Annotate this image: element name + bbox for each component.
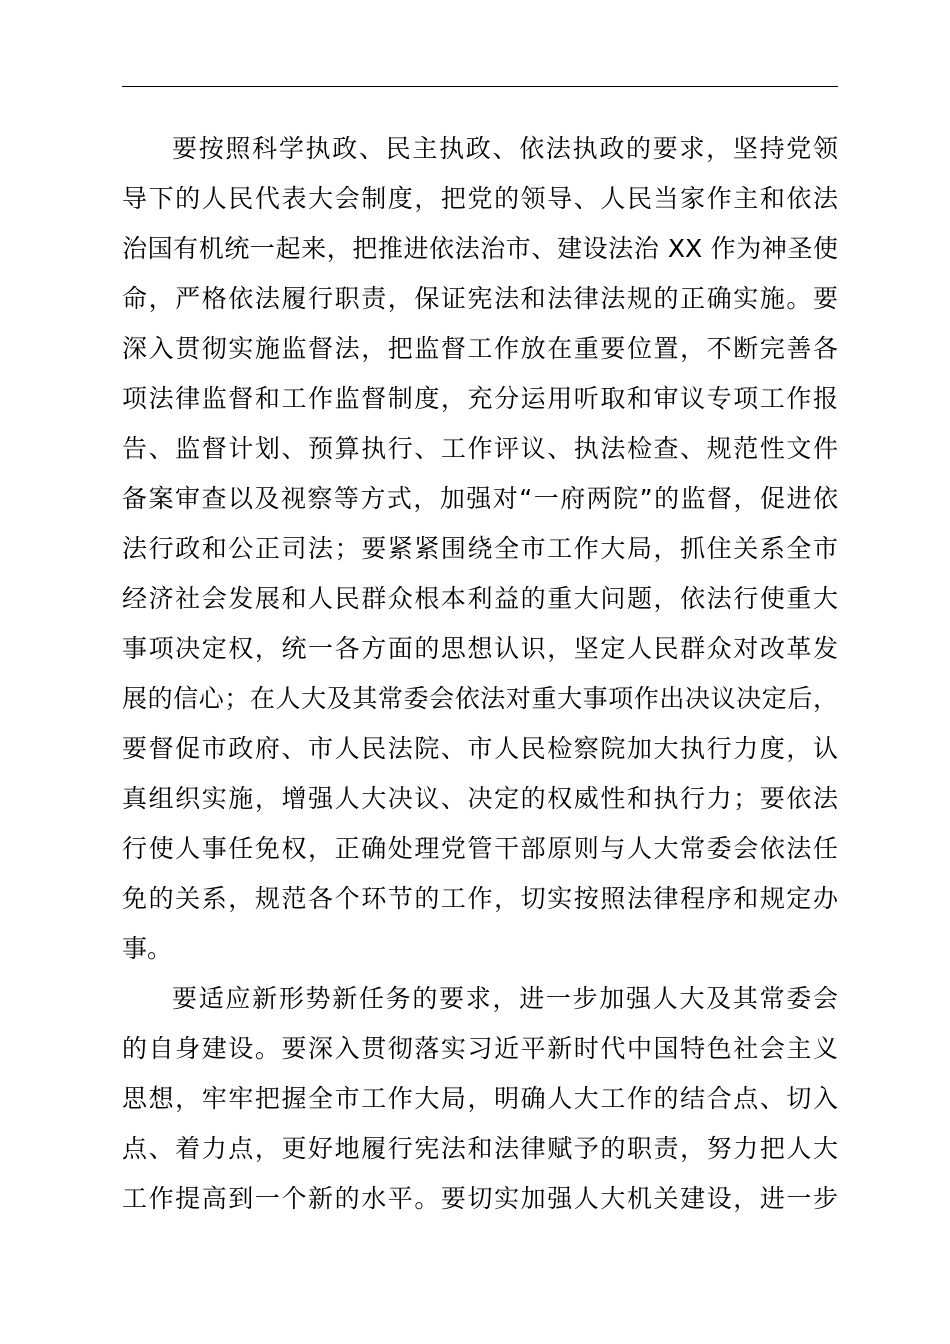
paragraph-1-line: 经济社会发展和人民群众根本利益的重大问题，依法行使重大 [122,584,838,613]
paragraph-1-line: 免的关系，规范各个环节的工作，切实按照法律程序和规定办 [122,884,838,913]
paragraph-1-line: 备案审查以及视察等方式，加强对“一府两院”的监督，促进依 [122,484,838,513]
paragraph-1-line: 要督促市政府、市人民法院、市人民检察院加大执行力度，认 [122,734,838,763]
header-rule [122,86,838,87]
paragraph-1-line: 法行政和公正司法；要紧紧围绕全市工作大局，抓住关系全市 [122,534,838,563]
paragraph-1-line: 事项决定权，统一各方面的思想认识，坚定人民群众对改革发 [122,634,838,663]
paragraph-1-line: 要按照科学执政、民主执政、依法执政的要求，坚持党领 [172,134,838,163]
paragraph-1-line: 命，严格依法履行职责，保证宪法和法律法规的正确实施。要 [122,284,838,313]
paragraph-2-line: 的自身建设。要深入贯彻落实习近平新时代中国特色社会主义 [122,1034,838,1063]
paragraph-1-line: 深入贯彻实施监督法，把监督工作放在重要位置，不断完善各 [122,334,838,363]
paragraph-1-line: 事。 [122,934,173,963]
paragraph-1-line: 治国有机统一起来，把推进依法治市、建设法治 XX 作为神圣使 [122,234,838,263]
paragraph-1-line: 展的信心；在人大及其常委会依法对重大事项作出决议决定后， [122,684,838,713]
paragraph-2-line: 工作提高到一个新的水平。要切实加强人大机关建设，进一步 [122,1184,838,1213]
paragraph-1-line: 真组织实施，增强人大决议、决定的权威性和执行力；要依法 [122,784,838,813]
paragraph-1-line: 告、监督计划、预算执行、工作评议、执法检查、规范性文件 [122,434,838,463]
document-body [122,124,838,1224]
paragraph-1-line: 项法律监督和工作监督制度，充分运用听取和审议专项工作报 [122,384,838,413]
paragraph-1-line: 导下的人民代表大会制度，把党的领导、人民当家作主和依法 [122,184,838,213]
paragraph-2-line: 要适应新形势新任务的要求，进一步加强人大及其常委会 [172,984,838,1013]
paragraph-1-line: 行使人事任免权，正确处理党管干部原则与人大常委会依法任 [122,834,838,863]
paragraph-2-line: 点、着力点，更好地履行宪法和法律赋予的职责，努力把人大 [122,1134,838,1163]
paragraph-2-line: 思想，牢牢把握全市工作大局，明确人大工作的结合点、切入 [122,1084,838,1113]
